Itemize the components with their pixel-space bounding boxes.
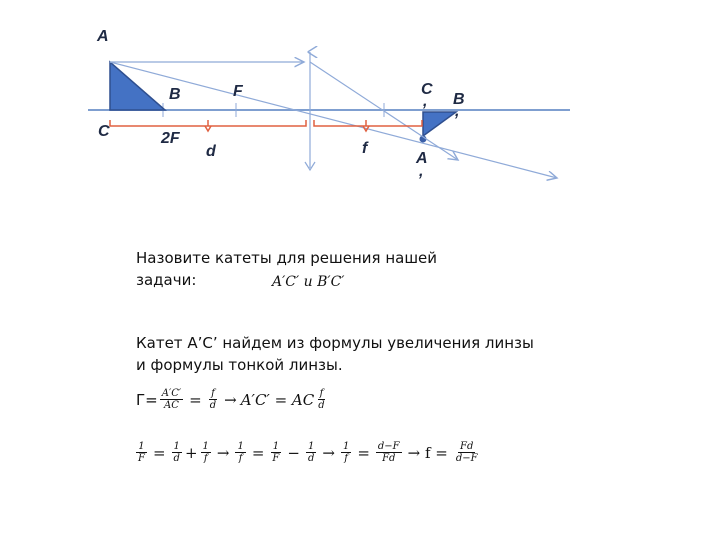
question-line-2: задачи: xyxy=(136,271,197,289)
equals: = xyxy=(357,443,370,462)
arrow: → xyxy=(224,390,237,409)
label-a: A xyxy=(97,28,109,45)
ray-central xyxy=(110,62,557,178)
arrow: → xyxy=(322,443,335,462)
answer-formula: A′C′ и B′C′ xyxy=(272,274,345,290)
magnification-formula xyxy=(136,388,329,411)
lens-diagram xyxy=(0,0,720,230)
gamma-symbol: Г= xyxy=(136,390,158,409)
equals: = xyxy=(251,443,265,462)
frac-1-F: $\frac{1}{F}$ xyxy=(138,441,145,464)
fraction-f-over-d: $\frac{f}{d}$ xyxy=(209,388,217,411)
label-2f: 2F xyxy=(161,130,180,147)
frac-1-d-2: $\frac{1}{d}$ xyxy=(307,441,315,464)
label-d: d xyxy=(206,143,216,160)
arrow-f-equals: → f = xyxy=(407,443,448,462)
label-f-distance: f xyxy=(362,140,368,157)
frac-d-minus-F-over-Fd: $\frac{d-F}{Fd}$ xyxy=(377,441,400,464)
minus: − xyxy=(287,443,300,462)
label-b: B xyxy=(169,86,181,103)
equals: = xyxy=(189,390,202,409)
formula1-rhs: A′C′ = AC xyxy=(240,390,315,409)
label-b-prime-mark: , xyxy=(455,103,460,120)
label-f: F xyxy=(233,83,243,100)
frac-1-F-2: $\frac{1}{F}$ xyxy=(272,441,280,464)
equals: = xyxy=(152,443,166,462)
frac-1-f-2: $\frac{1}{f}$ xyxy=(237,441,244,464)
statement-line-1: Катет A’C’ найдем из формулы увеличения линзы xyxy=(136,334,534,352)
label-a-prime-mark: , xyxy=(419,163,424,180)
fraction-f-over-d-2: $\frac{f}{d}$ xyxy=(318,388,325,411)
image-triangle xyxy=(423,112,456,136)
label-c-prime-mark: , xyxy=(423,93,428,110)
label-b-prime: B xyxy=(453,91,465,108)
frac-1-f-3: $\frac{1}{f}$ xyxy=(342,441,350,464)
plus: + xyxy=(184,443,198,462)
frac-1-f: $\frac{1}{f}$ xyxy=(202,441,209,464)
label-c: C xyxy=(98,123,110,140)
label-a-prime: A xyxy=(416,150,428,167)
frac-Fd-over-d-minus-F: $\frac{Fd}{d-F}$ xyxy=(455,441,478,464)
frac-1-d: $\frac{1}{d}$ xyxy=(173,441,180,464)
brace-d xyxy=(110,120,306,126)
fraction-ac-ratio: $\frac{A'C'}{AC}$ xyxy=(161,388,182,411)
thin-lens-formula xyxy=(134,441,482,464)
statement-line-2: и формулы тонкой линзы. xyxy=(136,356,343,374)
question-line-1: Назовите катеты для решения нашей xyxy=(136,249,438,267)
label-c-prime: C xyxy=(421,81,433,98)
arrow: → xyxy=(216,443,230,462)
